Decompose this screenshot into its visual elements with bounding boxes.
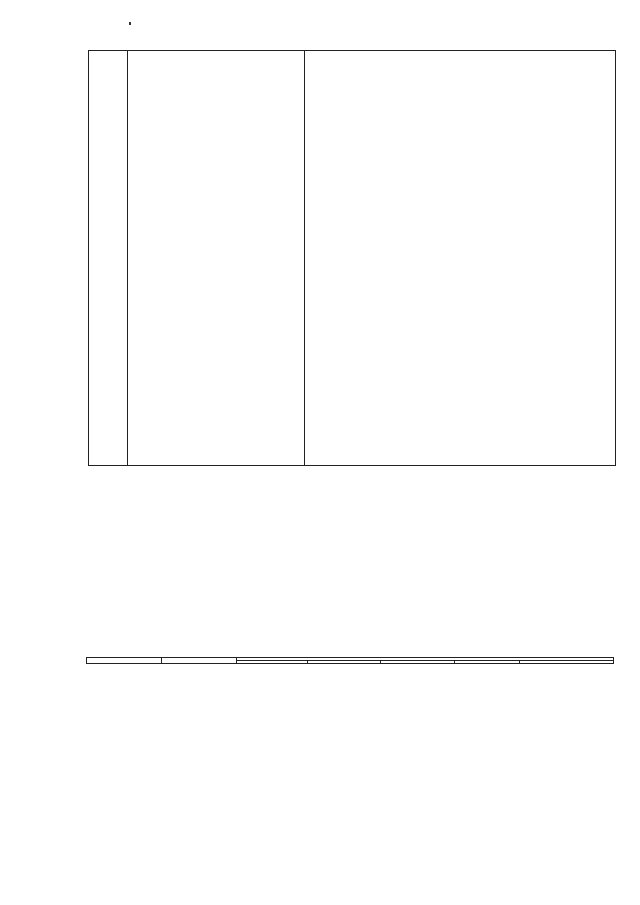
passport-value-lines [305,51,615,54]
header-total [162,658,237,664]
ink-dot [129,22,131,25]
header-participants [520,661,614,664]
passport-empty-cell [89,51,128,466]
passport-value-cell [305,51,616,466]
header-fund [455,661,520,664]
header-regional [308,661,381,664]
passport-table [88,50,616,466]
header-local [381,661,455,664]
header-year [87,658,162,664]
financing-table [86,657,614,664]
passport-label-cell [128,51,305,466]
header-federal [237,661,308,664]
